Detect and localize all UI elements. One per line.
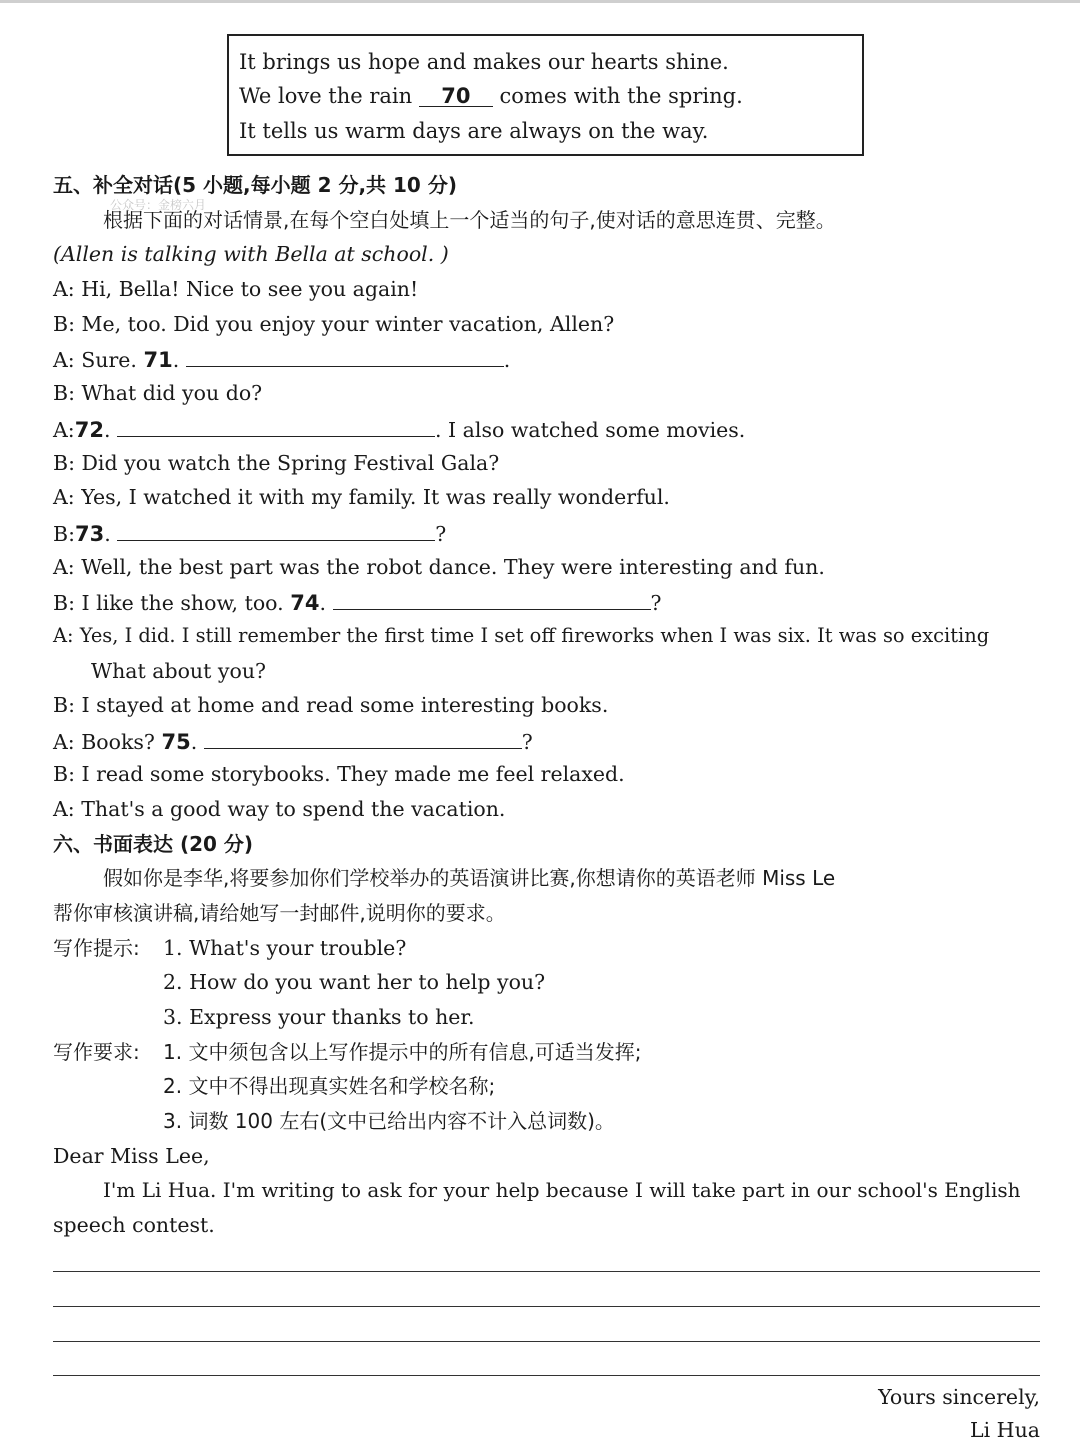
dialogue-line-14-end: ?: [521, 730, 533, 754]
dialogue-line-5-end: . I also watched some movies.: [435, 418, 746, 442]
letter-body-line-1: I'm Li Hua. I'm writing to ask for your help because I will take part in our school's English: [103, 1178, 1021, 1202]
dialogue-line-12: What about you?: [91, 659, 267, 683]
dialogue-line-14-start: A: Books?: [53, 730, 155, 754]
hints-label: 写作提示:: [53, 936, 140, 960]
poem-line-2-end: comes with the spring.: [499, 84, 743, 108]
question-number-75: 75: [161, 730, 191, 754]
blank-72[interactable]: [117, 414, 435, 437]
requirements-label: 写作要求:: [53, 1040, 140, 1064]
question-number-74: 74: [290, 591, 320, 615]
requirement-2: 2. 文中不得出现真实姓名和学校名称;: [163, 1074, 496, 1098]
letter-body-line-2: speech contest.: [53, 1213, 215, 1237]
answer-line-1[interactable]: [53, 1271, 1040, 1272]
dialogue-line-3-start: A: Sure.: [53, 348, 137, 372]
question-number-72: 72: [74, 418, 104, 442]
blank-74[interactable]: [333, 587, 651, 610]
dialogue-line-5-start: A:: [53, 418, 75, 442]
dialogue-line-5: A:72. . I also watched some movies.: [53, 414, 745, 444]
blank-75[interactable]: [204, 726, 522, 749]
dialogue-line-10-end: ?: [650, 591, 662, 615]
answer-line-3[interactable]: [53, 1341, 1040, 1342]
dialogue-line-9: A: Well, the best part was the robot dance. They were interesting and fun.: [53, 555, 825, 579]
blank-70[interactable]: [419, 84, 493, 107]
question-number-70: 70: [441, 84, 471, 108]
dialogue-line-1: A: Hi, Bella! Nice to see you again!: [53, 277, 419, 301]
dialogue-line-8-start: B:: [53, 522, 75, 546]
dialogue-line-14: A: Books? 75. ?: [53, 726, 533, 756]
section-5-instruction: 根据下面的对话情景,在每个空白处填上一个适当的句子,使对话的意思连贯、完整。: [103, 208, 836, 232]
poem-line-2: [239, 84, 743, 108]
dialogue-line-13: B: I stayed at home and read some interesting books.: [53, 693, 609, 717]
dialogue-line-10: B: I like the show, too. 74. ?: [53, 587, 662, 617]
dialogue-line-7: A: Yes, I watched it with my family. It was really wonderful.: [53, 485, 670, 509]
dialogue-line-10-start: B: I like the show, too.: [53, 591, 284, 615]
hint-3: 3. Express your thanks to her.: [163, 1005, 475, 1029]
question-number-71: 71: [143, 348, 173, 372]
letter-closing: Yours sincerely,: [878, 1385, 1040, 1409]
requirement-1: 1. 文中须包含以上写作提示中的所有信息,可适当发挥;: [163, 1040, 642, 1064]
letter-signature: Li Hua: [970, 1418, 1040, 1442]
section-6-heading: 六、书面表达 (20 分): [53, 832, 254, 856]
blank-71[interactable]: [186, 344, 504, 367]
dialogue-line-8-end: ?: [435, 522, 447, 546]
dialogue-line-16: A: That's a good way to spend the vacation.: [53, 797, 506, 821]
dialogue-line-4: B: What did you do?: [53, 381, 263, 405]
section-5-heading: 五、补全对话(5 小题,每小题 2 分,共 10 分): [53, 173, 457, 197]
dialogue-line-3-end: .: [503, 348, 511, 372]
answer-line-2[interactable]: [53, 1306, 1040, 1307]
answer-line-4[interactable]: [53, 1375, 1040, 1376]
hint-1: 1. What's your trouble?: [163, 936, 407, 960]
page-top-edge: [0, 0, 1080, 3]
dialogue-situation: (Allen is talking with Bella at school. ): [53, 242, 449, 266]
poem-line-1: It brings us hope and makes our hearts shine.: [239, 50, 729, 74]
dialogue-line-15: B: I read some storybooks. They made me feel relaxed.: [53, 762, 625, 786]
watermark: 公众号：金榜六月: [110, 198, 207, 212]
poem-line-3: It tells us warm days are always on the way.: [239, 119, 709, 143]
dialogue-line-8: B:73. ?: [53, 518, 446, 548]
dialogue-line-11: A: Yes, I did. I still remember the first time I set off fireworks when I was six. It was so exciting: [53, 624, 990, 647]
hint-2: 2. How do you want her to help you?: [163, 970, 546, 994]
blank-73[interactable]: [117, 518, 435, 541]
question-number-73: 73: [74, 522, 105, 546]
requirement-3: 3. 词数 100 左右(文中已给出内容不计入总词数)。: [163, 1109, 615, 1133]
letter-salutation: Dear Miss Lee,: [53, 1144, 210, 1168]
dialogue-line-6: B: Did you watch the Spring Festival Gala?: [53, 451, 500, 475]
poem-box: [227, 34, 864, 156]
poem-line-2-start: We love the rain: [239, 84, 413, 108]
writing-prompt-line-2: 帮你审核演讲稿,请给她写一封邮件,说明你的要求。: [53, 901, 506, 925]
writing-prompt-line-1: 假如你是李华,将要参加你们学校举办的英语演讲比赛,你想请你的英语老师 Miss Le: [103, 866, 836, 890]
dialogue-line-2: B: Me, too. Did you enjoy your winter vacation, Allen?: [53, 312, 615, 336]
dialogue-line-3: A: Sure. 71. .: [53, 344, 510, 374]
